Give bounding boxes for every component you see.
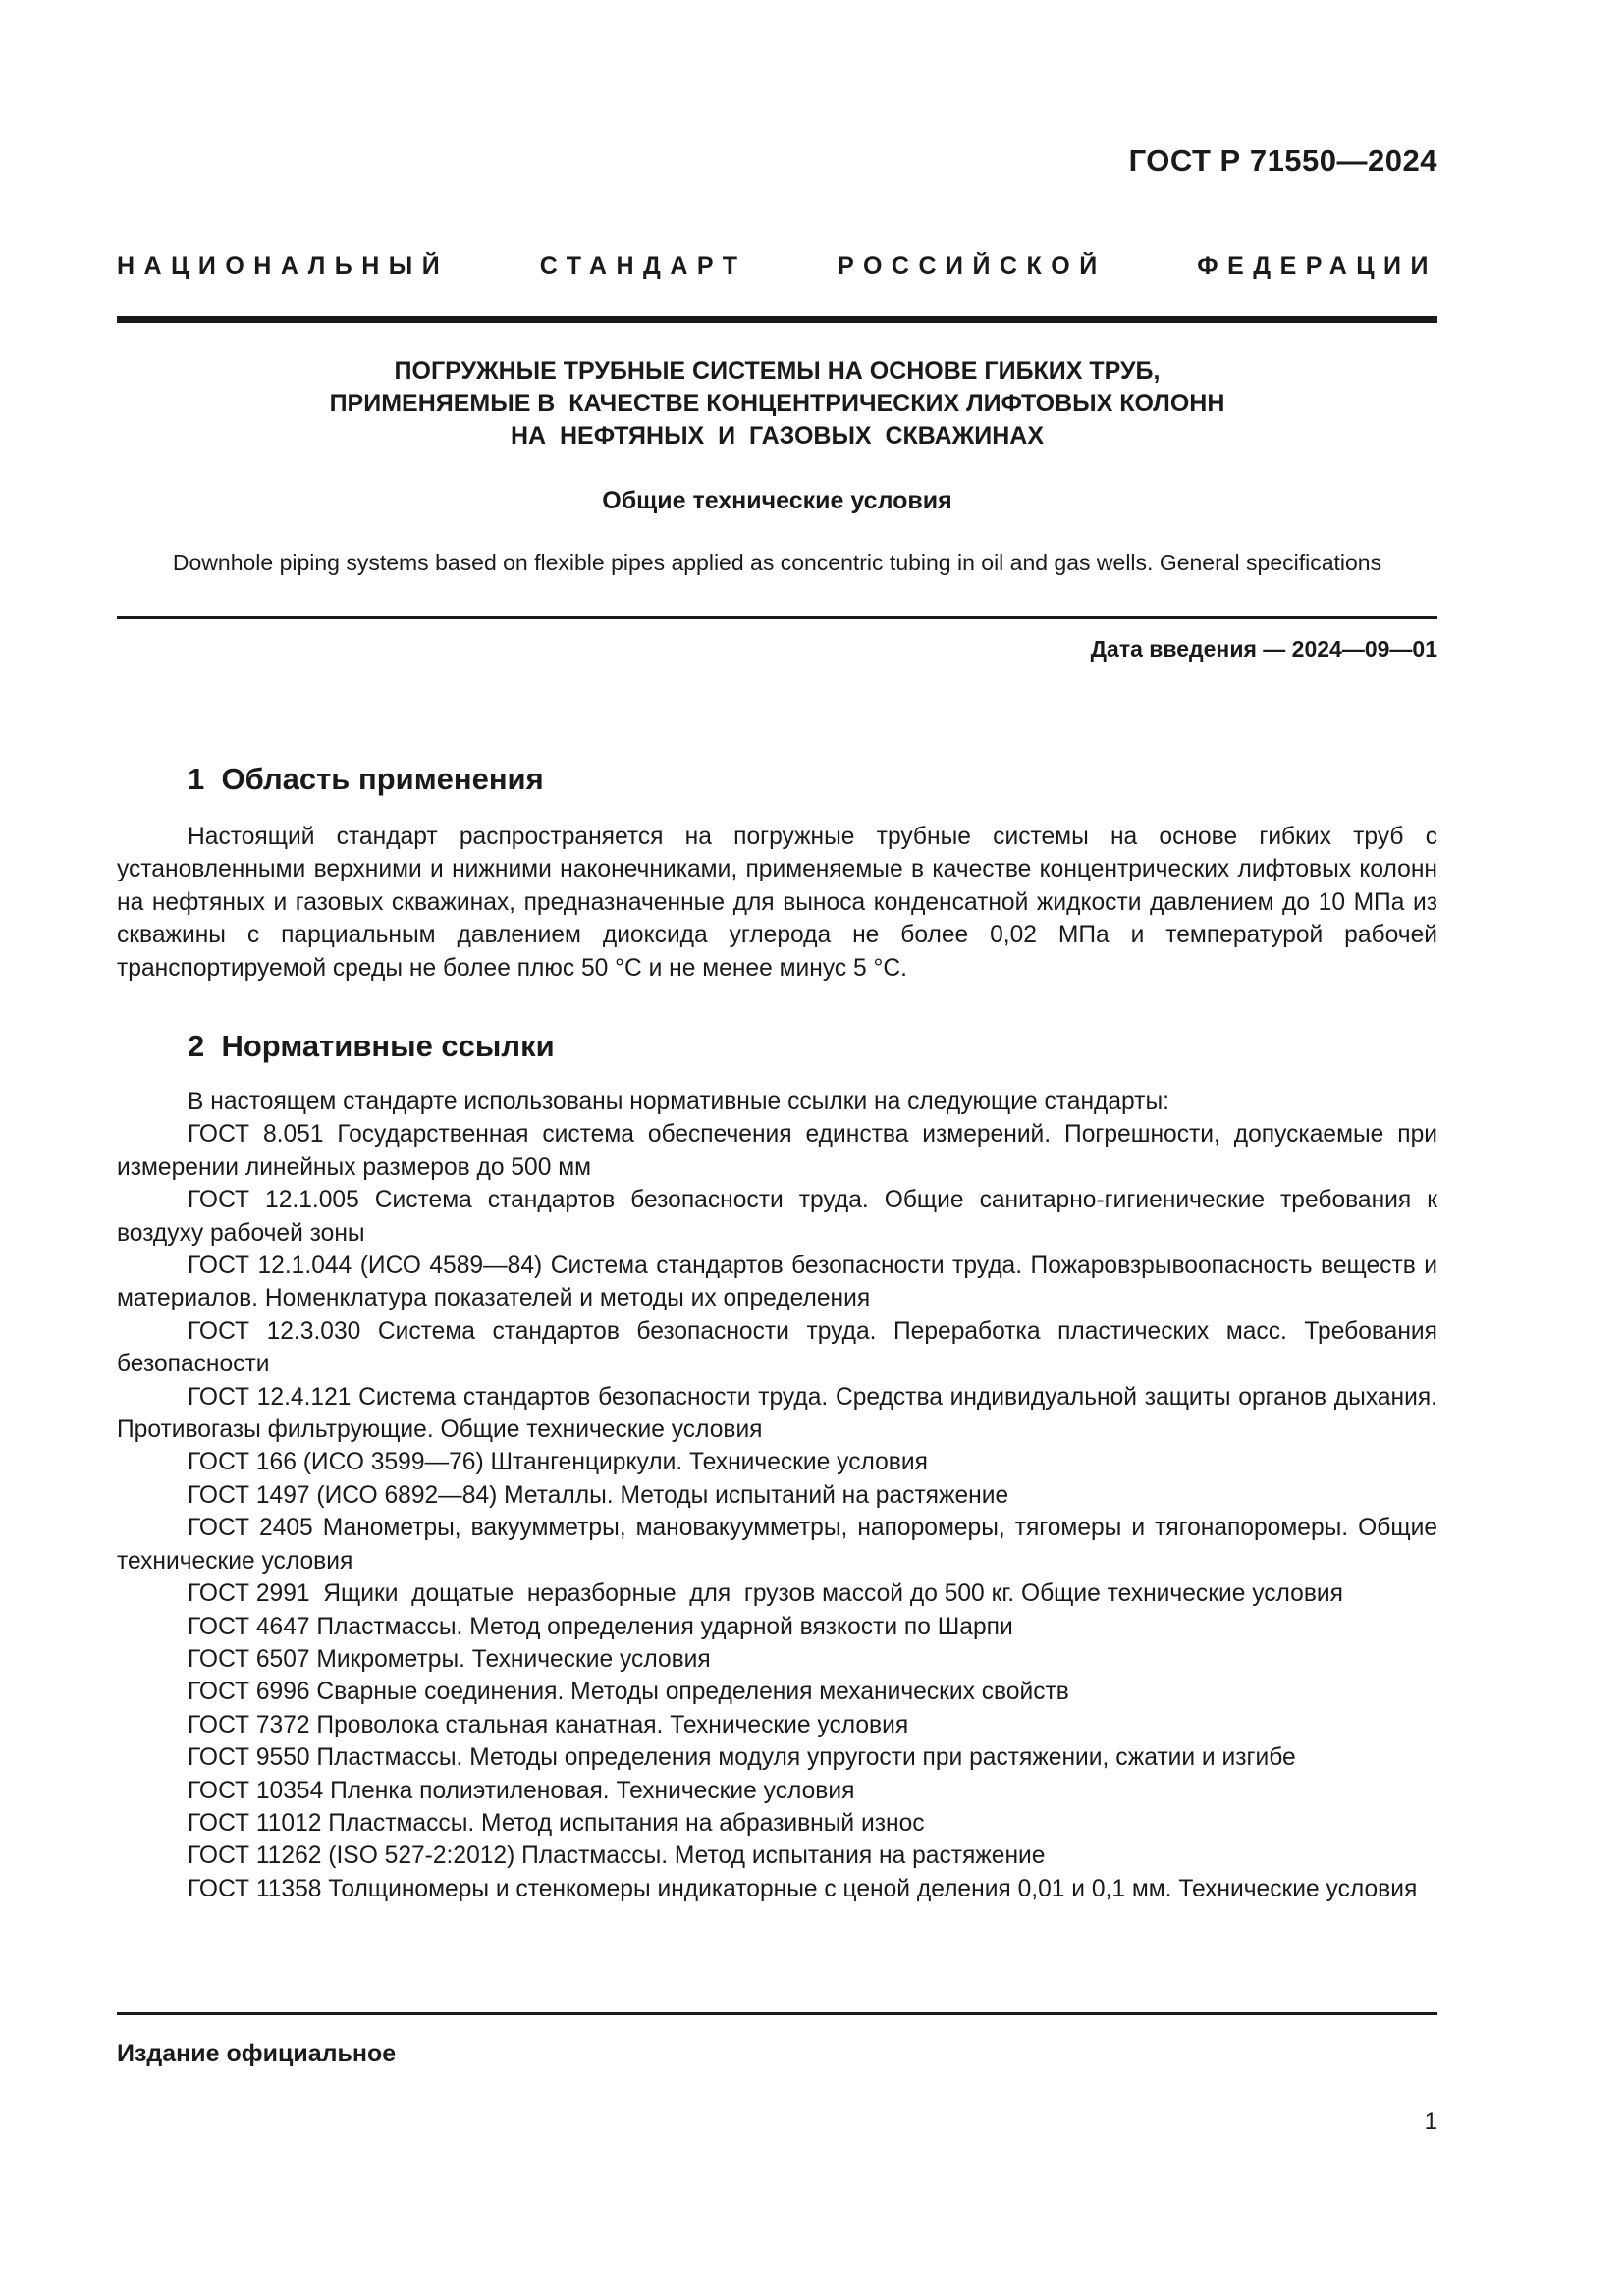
reference-item: ГОСТ 2991 Ящики дощатые неразборные для грузов массой до 500 кг. Общие технические условия (188, 1580, 1343, 1608)
reference-item: ГОСТ 1497 (ИСО 6892—84) Металлы. Методы испытаний на растяжение (188, 1481, 1009, 1509)
english-title: Downhole piping systems based on flexible pipes applied as concentric tubing in oil and gas wells. General specifications (172, 550, 1382, 575)
reference-item: ГОСТ 4647 Пластмассы. Метод определения ударной вязкости по Шарпи (188, 1613, 1013, 1640)
introduction-date: Дата введения — 2024—09—01 (1090, 636, 1437, 662)
document-subtitle: Общие технические условия (602, 487, 952, 514)
reference-item: ГОСТ 9550 Пластмассы. Методы определения модуля упругости при растяжении, сжатии и изгибе (188, 1744, 1296, 1772)
footer-divider (117, 2012, 1437, 2015)
references-intro: В настоящем стандарте использованы нормативные ссылки на следующие стандарты: (188, 1089, 1169, 1115)
reference-item: ГОСТ 12.1.044 (ИСО 4589—84) Система стандартов безопасности труда. Пожаровзрывоопасность веществ и материалов. Номенклатура показателей и методы их определения (117, 1253, 1437, 1312)
section-1-heading: 1 Область применения (188, 762, 544, 796)
reference-item: ГОСТ 10354 Пленка полиэтиленовая. Технические условия (188, 1777, 855, 1804)
reference-item: ГОСТ 7372 Проволока стальная канатная. Технические условия (188, 1711, 909, 1738)
reference-item: ГОСТ 12.3.030 Система стандартов безопасности труда. Переработка пластических масс. Требования безопасности (117, 1317, 1437, 1378)
title-divider (117, 616, 1437, 619)
normative-references (117, 1086, 1437, 1905)
national-standard-header: НАЦИОНАЛЬНЫЙ СТАНДАРТ РОССИЙСКОЙ ФЕДЕРАЦИИ (117, 252, 1437, 280)
title-line-1: ПОГРУЖНЫЕ ТРУБНЫЕ СИСТЕМЫ НА ОСНОВЕ ГИБКИХ ТРУБ, (394, 357, 1161, 385)
header-divider (117, 316, 1437, 323)
title-line-2: ПРИМЕНЯЕМЫЕ В КАЧЕСТВЕ КОНЦЕНТРИЧЕСКИХ ЛИФТОВЫХ КОЛОНН (329, 390, 1225, 417)
document-title (117, 355, 1437, 453)
document-number: ГОСТ Р 71550—2024 (1128, 143, 1437, 178)
reference-item: ГОСТ 11012 Пластмассы. Метод испытания на абразивный износ (188, 1809, 925, 1837)
reference-item: ГОСТ 6996 Сварные соединения. Методы определения механических свойств (188, 1679, 1069, 1706)
reference-item: ГОСТ 11262 (ISO 527-2:2012) Пластмассы. Метод испытания на растяжение (188, 1842, 1046, 1870)
page-number: 1 (1424, 2109, 1437, 2135)
reference-item: ГОСТ 12.1.005 Система стандартов безопасности труда. Общие санитарно-гигиенические требования к воздуху рабочей зоны (117, 1187, 1437, 1247)
section-1-body: Настоящий стандарт распространяется на погружные трубные системы на основе гибких труб с установленными верхними и нижними наконечниками, применяемые в качестве концентрических лифтовых колонн на нефтяных и газовых скважинах, предназначенные для выноса конденсатной жидкости давлением до 10 МПа из скважины с парциальным давлением диоксида углерода не более 0,02 МПа и температурой рабочей транспортируемой среды не более плюс 50 °С и не менее минус 5 °С. (117, 824, 1437, 982)
official-edition-label: Издание официальное (117, 2040, 397, 2067)
document-page (117, 0, 1437, 2296)
reference-item: ГОСТ 12.4.121 Система стандартов безопасности труда. Средства индивидуальной защиты органов дыхания. Противогазы фильтрующие. Общие технические условия (117, 1383, 1437, 1444)
section-2-heading: 2 Нормативные ссылки (188, 1029, 555, 1063)
reference-item: ГОСТ 166 (ИСО 3599—76) Штангенциркули. Технические условия (188, 1449, 928, 1476)
reference-item: ГОСТ 8.051 Государственная система обеспечения единства измерений. Погрешности, допускаемые при измерении линейных размеров до 500 мм (117, 1121, 1437, 1181)
reference-item: ГОСТ 11358 Толщиномеры и стенкомеры индикаторные с ценой деления 0,01 и 0,1 мм. Технические условия (188, 1875, 1418, 1902)
reference-item: ГОСТ 6507 Микрометры. Технические условия (188, 1645, 711, 1673)
title-line-3: НА НЕФТЯНЫХ И ГАЗОВЫХ СКВАЖИНАХ (510, 422, 1045, 450)
reference-item: ГОСТ 2405 Манометры, вакуумметры, мановакуумметры, напоромеры, тягомеры и тягонапоромеры. Общие технические условия (117, 1515, 1437, 1575)
